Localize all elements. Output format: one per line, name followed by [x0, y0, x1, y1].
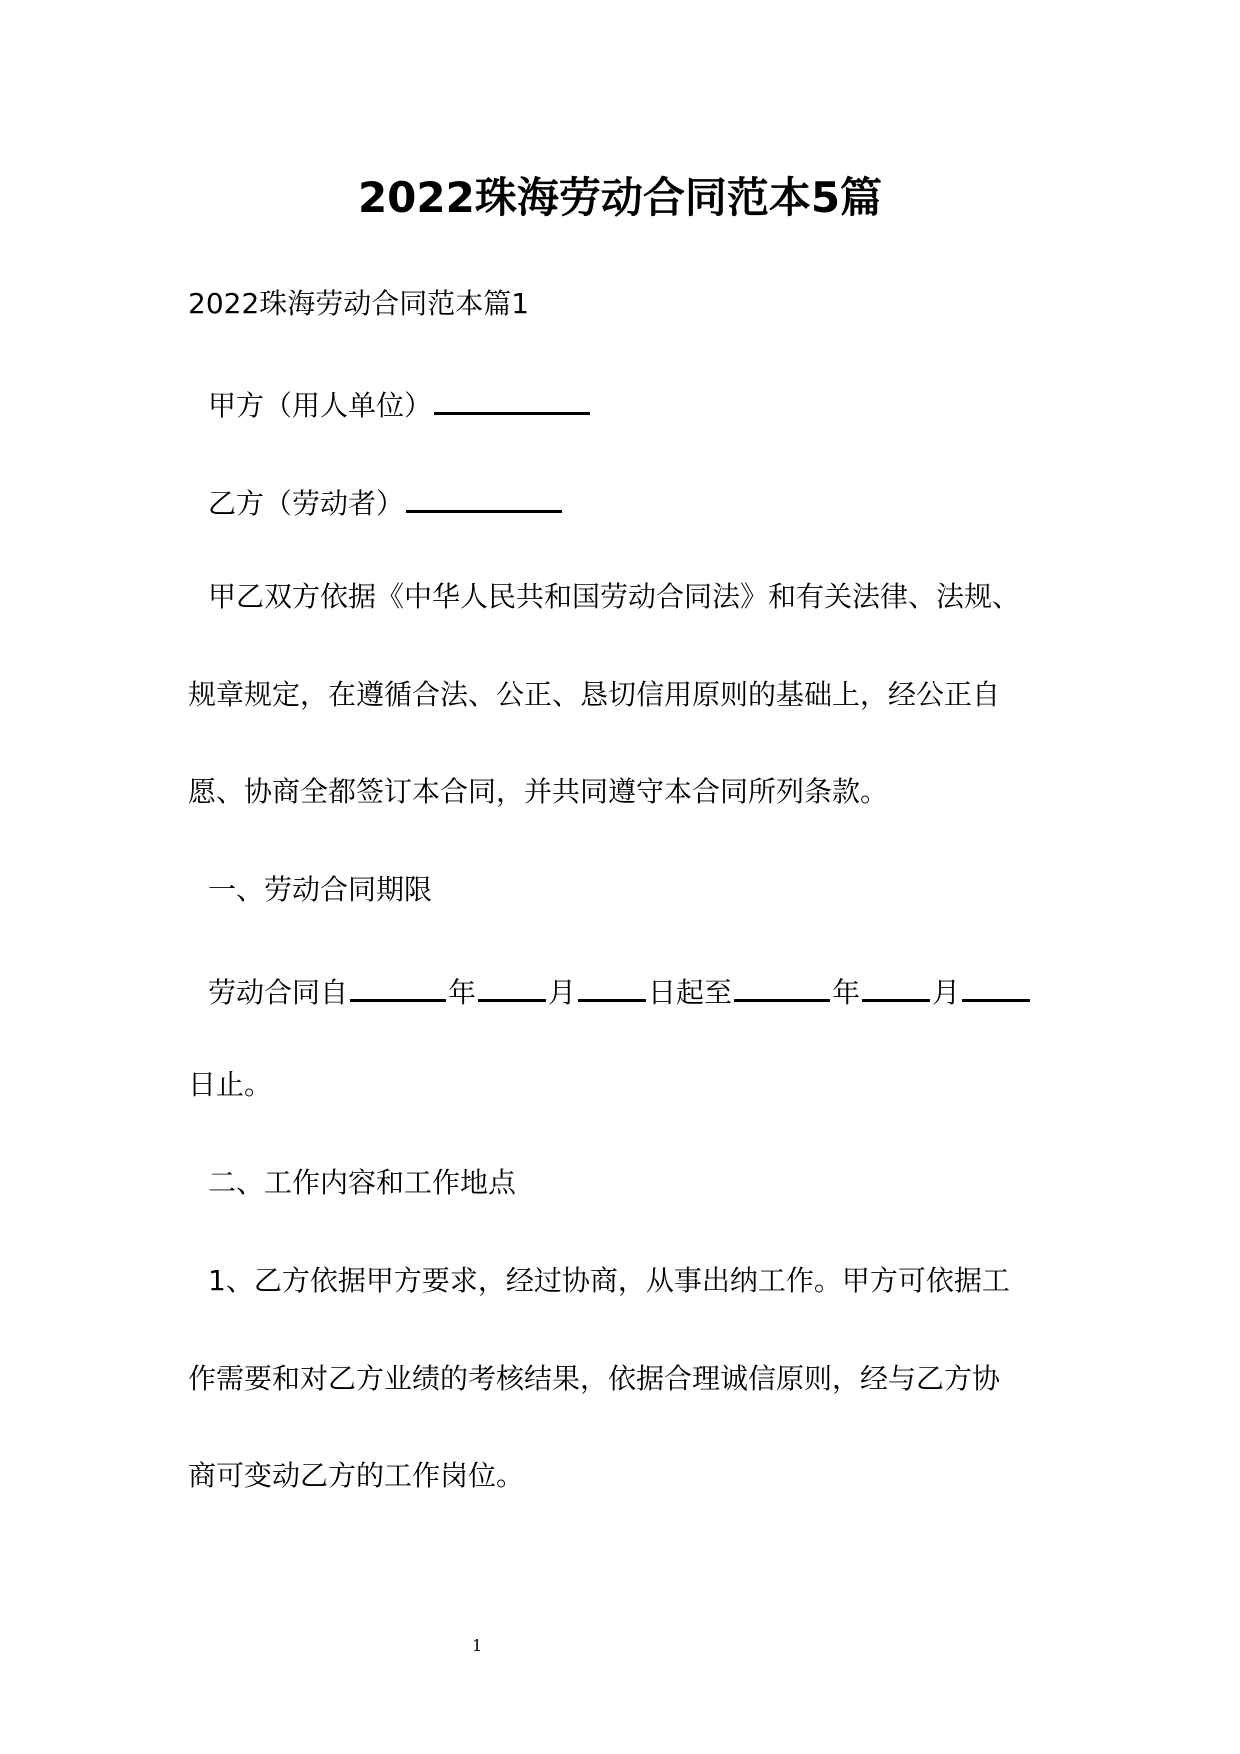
document-title: 2022珠海劳动合同范本5篇: [357, 173, 883, 222]
contract-term-end: 日止。: [188, 1068, 273, 1101]
term-prefix: 劳动合同自: [208, 976, 349, 1009]
item-1-line-3: 商可变动乙方的工作岗位。: [188, 1459, 525, 1492]
intro-paragraph-line-3: 愿、协商全都签订本合同，并共同遵守本合同所列条款。: [188, 775, 889, 808]
start-day-label: 日起至: [648, 976, 733, 1009]
page-number: 1: [472, 1636, 483, 1655]
section-2-heading: 二、工作内容和工作地点: [208, 1166, 517, 1199]
section-1-heading: 一、劳动合同期限: [208, 873, 433, 906]
start-year-blank: [350, 971, 446, 1002]
end-year-label: 年: [832, 976, 861, 1009]
party-a-label: 甲方（用人单位）: [208, 389, 433, 422]
party-a-line: [208, 384, 592, 423]
end-day-blank: [962, 971, 1030, 1002]
item-1-line-1: 1、乙方依据甲方要求，经过协商，从事出纳工作。甲方可依据工: [208, 1264, 1010, 1297]
section-subtitle: 2022珠海劳动合同范本篇1: [188, 287, 530, 320]
start-year-label: 年: [448, 976, 477, 1009]
party-b-label: 乙方（劳动者）: [208, 487, 405, 520]
intro-paragraph-line-1: 甲乙双方依据《中华人民共和国劳动合同法》和有关法律、法规、: [208, 580, 1021, 613]
end-month-blank: [862, 971, 930, 1002]
end-month-label: 月: [932, 976, 961, 1009]
party-b-line: [208, 482, 564, 521]
party-a-blank: [434, 384, 590, 415]
item-1-line-2: 作需要和对乙方业绩的考核结果，依据合理诚信原则，经与乙方协: [188, 1362, 1001, 1395]
start-day-blank: [578, 971, 646, 1002]
end-year-blank: [734, 971, 830, 1002]
intro-paragraph-line-2: 规章规定，在遵循合法、公正、恳切信用原则的基础上，经公正自: [188, 678, 1001, 711]
start-month-label: 月: [548, 976, 577, 1009]
party-b-blank: [406, 482, 562, 513]
contract-term-line: [208, 971, 1032, 1010]
start-month-blank: [478, 971, 546, 1002]
